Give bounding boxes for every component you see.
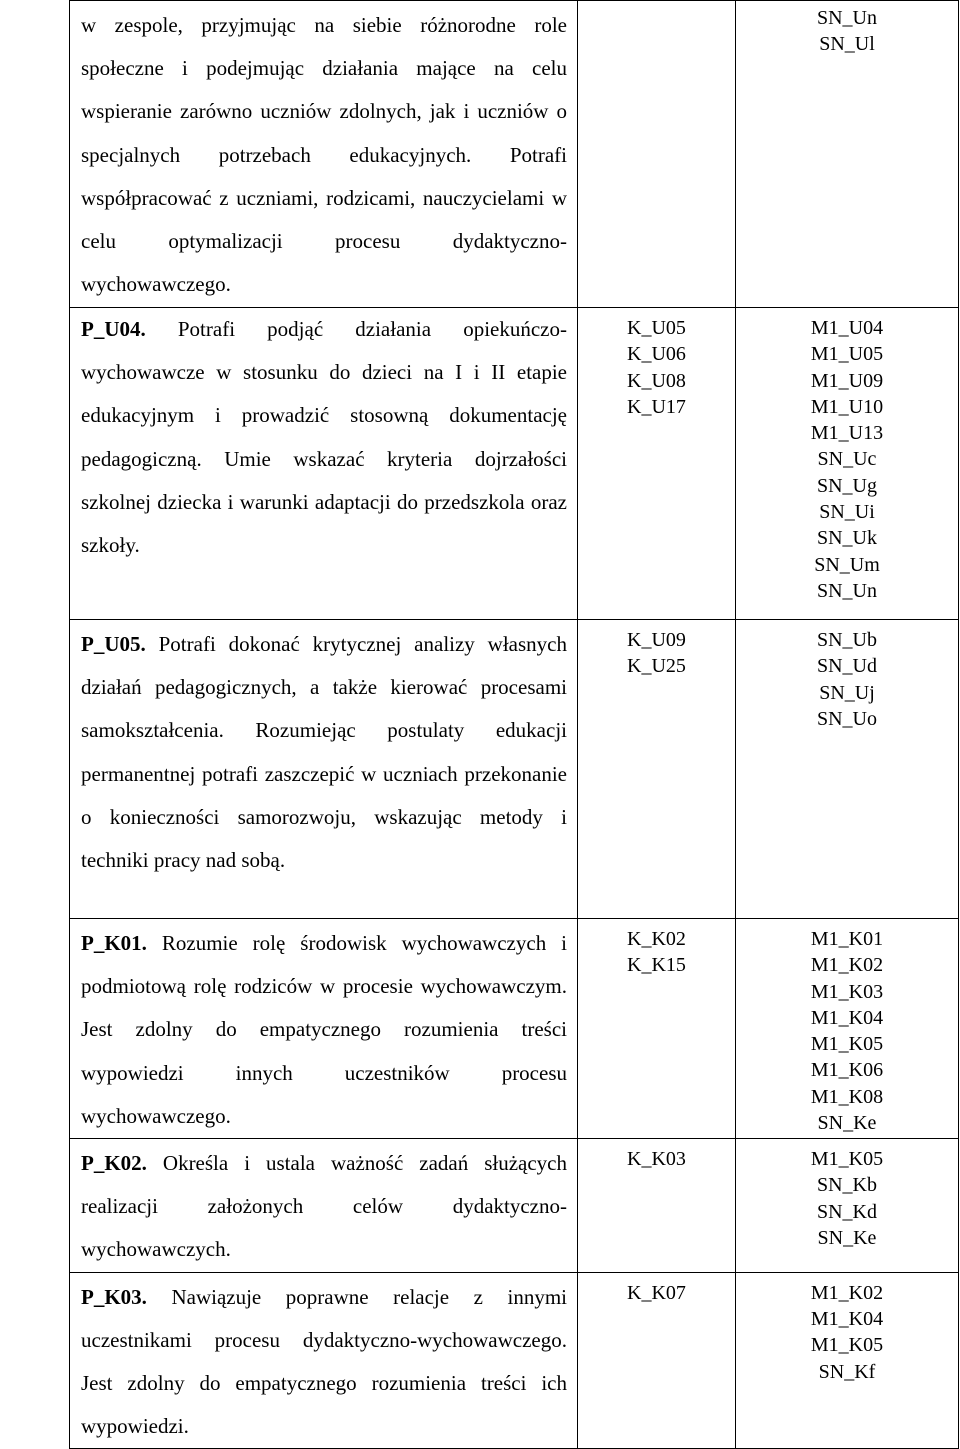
reference-code: K_U06 (627, 343, 686, 366)
program-refs-list (578, 1, 735, 5)
outcome-text: Potrafi podjąć działania opiekuńczo-wychowawcze w stosunku do dzieci na I i II etapie edukacyjnym i prowadzić stosowną dokumentację pedagogiczną. Umie wskazać kryteria dojrzałości szkolnej dziecka i warunki adaptacji do przedszkola oraz szkoły. (81, 317, 567, 558)
program-refs-cell (578, 1272, 736, 1449)
area-refs-cell (736, 1, 959, 308)
reference-code: SN_Ud (816, 655, 877, 678)
reference-code: K_U25 (627, 655, 686, 678)
outcome-description-cell (70, 620, 578, 919)
outcome-description-cell (70, 1, 578, 308)
table-row (70, 1139, 959, 1273)
reference-code: SN_Kf (818, 1360, 876, 1383)
table-row (70, 919, 959, 1139)
program-refs-cell (578, 308, 736, 620)
reference-code: SN_Um (814, 553, 880, 576)
reference-code: SN_Ul (819, 33, 875, 56)
reference-code: M1_K05 (810, 1033, 884, 1056)
reference-code: SN_Uc (817, 448, 877, 471)
reference-code: M1_U10 (810, 395, 884, 418)
reference-code: M1_K01 (810, 928, 884, 950)
area-refs-list (736, 1139, 958, 1251)
reference-code: SN_Ug (816, 474, 877, 497)
reference-code: M1_K05 (810, 1334, 884, 1357)
area-refs-list (736, 1, 958, 58)
reference-code: K_K02 (627, 928, 686, 950)
program-refs-cell (578, 1139, 736, 1273)
outcome-text: Nawiązuje poprawne relacje z innymi uczestnikami procesu dydaktyczno-wychowawczego. Jest zdolny do empatycznego rozumienia treści ich wypowiedzi. (81, 1284, 567, 1439)
area-refs-list (736, 308, 958, 604)
outcome-code: P_K01. (81, 931, 147, 955)
reference-code: M1_U09 (810, 369, 884, 392)
reference-code: M1_K02 (810, 954, 884, 977)
reference-code: SN_Uj (819, 681, 875, 704)
area-refs-list (736, 620, 958, 732)
area-refs-list (736, 1273, 958, 1385)
area-refs-cell (736, 1139, 959, 1273)
reference-code: SN_Ub (816, 629, 877, 651)
outcome-code: P_K02. (81, 1151, 147, 1176)
table-body (70, 1, 959, 1449)
program-refs-list (578, 620, 735, 680)
outcome-text: Określa i ustala ważność zadań służących realizacji założonych celów dydaktyczno-wychowawczych. (81, 1151, 567, 1262)
learning-outcomes-table (69, 0, 959, 1449)
area-refs-cell (736, 308, 959, 620)
reference-code: M1_K04 (810, 1307, 884, 1330)
outcome-description-cell (70, 919, 578, 1139)
program-refs-list (578, 919, 735, 979)
reference-code: M1_U13 (810, 422, 884, 445)
reference-code: SN_Un (816, 579, 877, 602)
outcome-description-cell (70, 308, 578, 620)
reference-code: K_U08 (627, 369, 686, 392)
reference-code: SN_Uk (816, 527, 877, 550)
outcome-code: P_U04. (81, 317, 146, 341)
reference-code: M1_K03 (810, 980, 884, 1003)
program-refs-cell (578, 620, 736, 919)
outcome-text: w zespole, przyjmując na siebie różnorodne role społeczne i podejmując działania mające na celu wspieranie zarówno uczniów zdolnych, jak i uczniów o specjalnych potrzebach edukacyjnych. Potrafi współpracować z uczniami, rodzicami, nauczycielami w celu optymalizacji procesu dydaktyczno-wychowawczego. (81, 13, 567, 297)
table-row (70, 308, 959, 620)
outcome-description-cell (70, 1139, 578, 1273)
reference-code: M1_K04 (810, 1006, 884, 1029)
reference-code: K_K07 (627, 1281, 686, 1304)
area-refs-cell (736, 919, 959, 1139)
program-refs-list (578, 1273, 735, 1306)
outcome-text: Potrafi dokonać krytycznej analizy własnych działań pedagogicznych, a także kierować procesami samokształcenia. Rozumiejąc postulaty edukacji permanentnej potrafi zaszczepić w uczniach przekonanie o konieczności samorozwoju, wskazując metody i techniki pracy nad sobą. (81, 632, 567, 873)
reference-code: SN_Kb (816, 1174, 877, 1197)
reference-code: M1_K06 (810, 1059, 884, 1082)
area-refs-list (736, 919, 958, 1136)
reference-code: M1_K02 (810, 1281, 884, 1304)
reference-code: SN_Kd (816, 1200, 877, 1223)
reference-code: SN_Un (816, 7, 877, 29)
table-row (70, 1272, 959, 1449)
outcome-code: P_K03. (81, 1284, 147, 1309)
outcome-text: Rozumie rolę środowisk wychowawczych i podmiotową rolę rodziców w procesie wychowawczym. Jest zdolny do empatycznego rozumienia treści wypowiedzi innych uczestników procesu wychowawczego. (81, 931, 567, 1128)
reference-code: SN_Ke (817, 1112, 877, 1135)
reference-code: K_U05 (627, 317, 686, 339)
table-row (70, 620, 959, 919)
program-refs-cell (578, 919, 736, 1139)
outcome-code: P_U05. (81, 632, 146, 656)
reference-code: K_U09 (627, 629, 686, 651)
table-row (70, 1, 959, 308)
reference-code: M1_U04 (810, 317, 884, 339)
outcome-description-cell (70, 1272, 578, 1449)
reference-code: K_K15 (627, 954, 686, 977)
area-refs-cell (736, 620, 959, 919)
reference-code: M1_K05 (810, 1148, 884, 1171)
reference-code: SN_Ke (817, 1226, 877, 1249)
program-refs-list (578, 1139, 735, 1172)
area-refs-cell (736, 1272, 959, 1449)
program-refs-list (578, 308, 735, 420)
reference-code: K_U17 (627, 395, 686, 418)
reference-code: M1_U05 (810, 343, 884, 366)
reference-code: SN_Uo (816, 707, 877, 730)
program-refs-cell (578, 1, 736, 308)
reference-code: M1_K08 (810, 1085, 884, 1108)
reference-code: SN_Ui (819, 501, 875, 524)
reference-code: K_K03 (627, 1148, 686, 1171)
